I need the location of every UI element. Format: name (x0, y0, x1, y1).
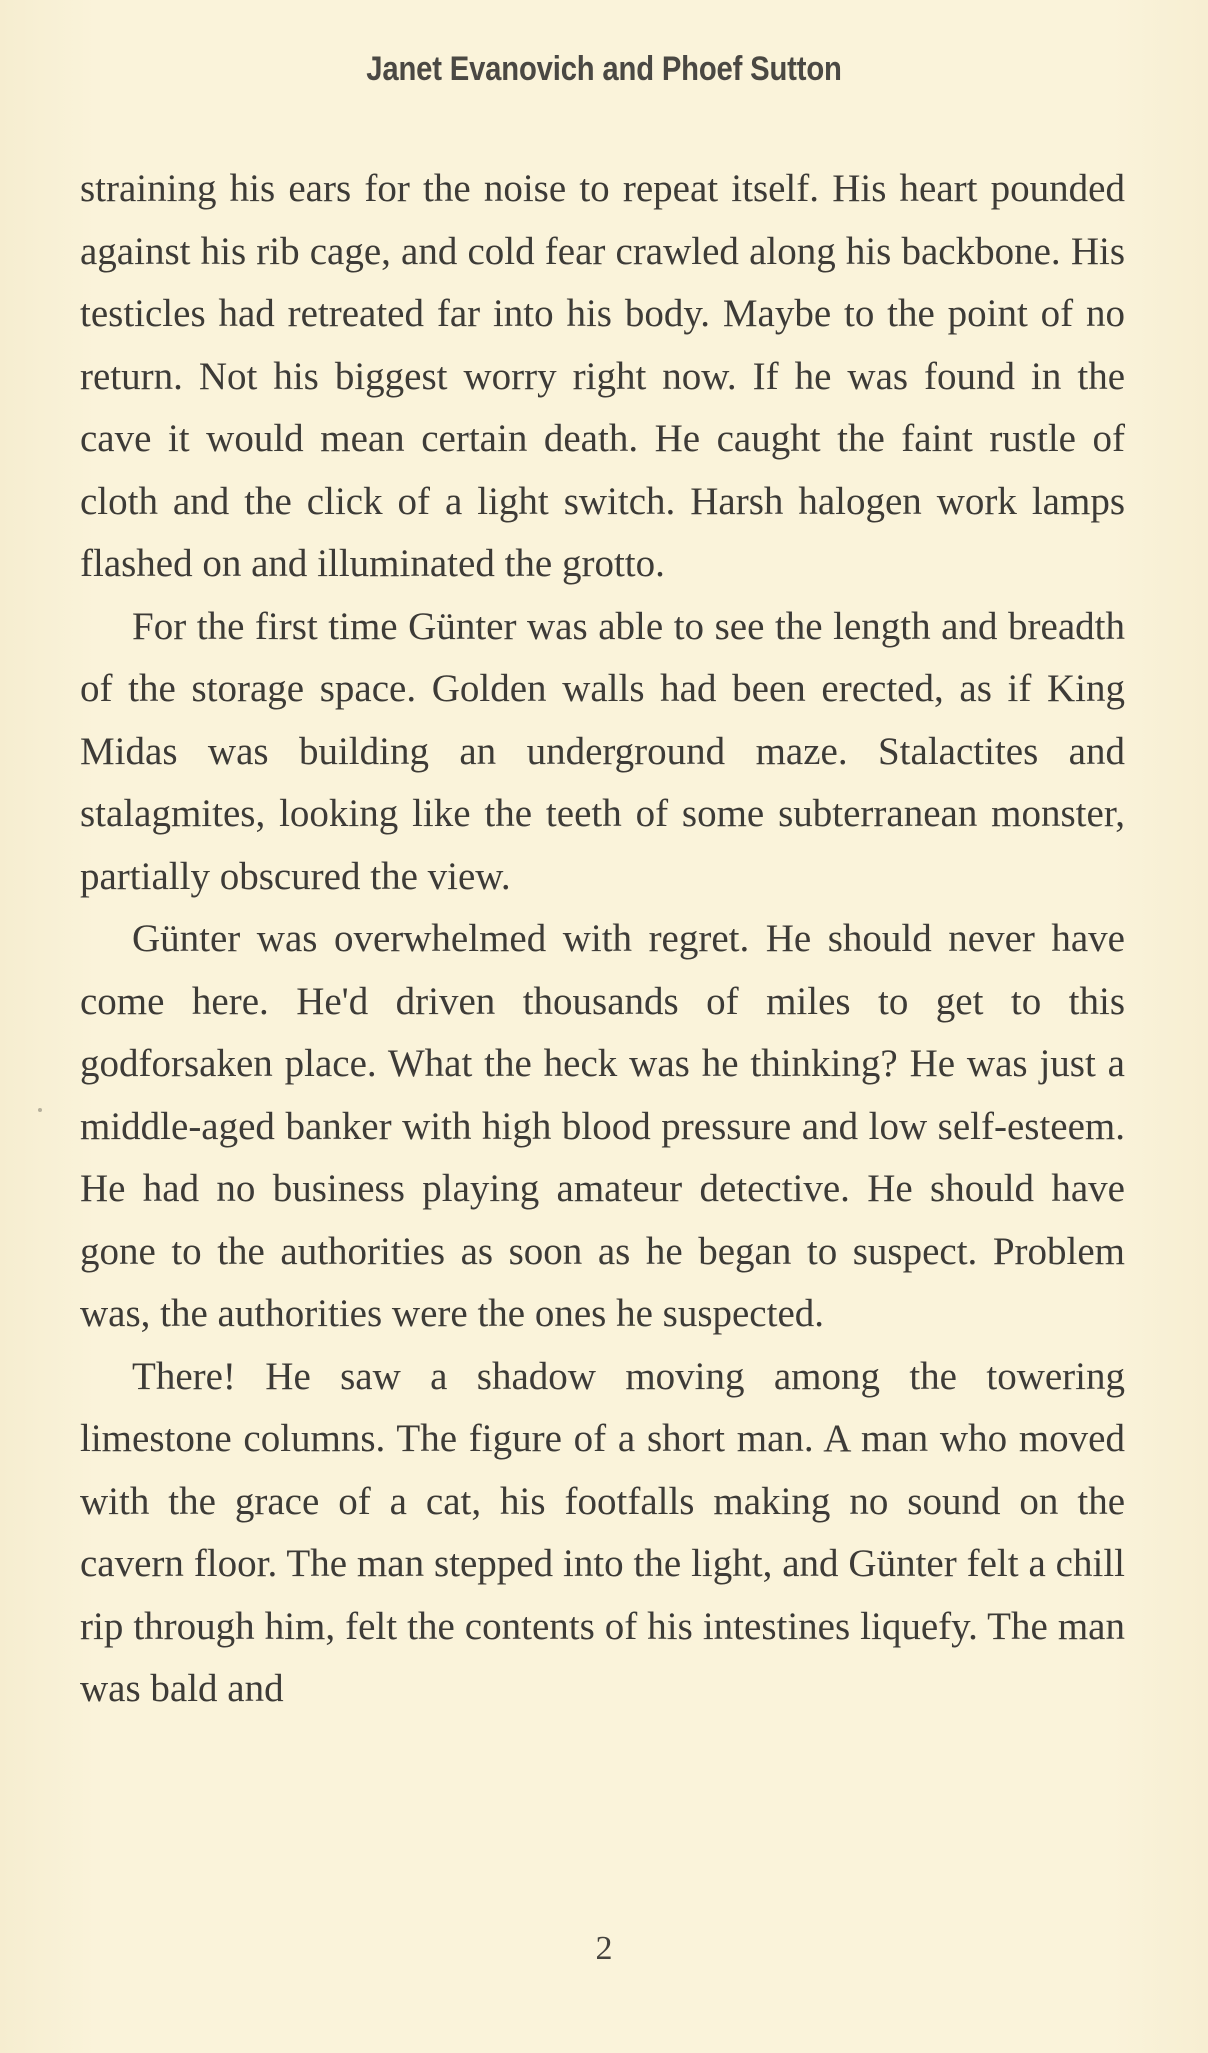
paragraph-4: There! He saw a shadow moving among the towering limestone columns. The figure of a short man. A man who moved with the grace of a cat, his footfalls making no sound on the cavern floor. The man stepped into the light, and Günter felt a chill rip through him, felt the contents of his intestines liquefy. The man was bald and (80, 1354, 1125, 1710)
running-head: Janet Evanovich and Phoef Sutton (366, 50, 842, 88)
paragraph-2: For the first time Günter was able to see the length and breadth of the storage space. Golden walls had been erected, as if King Midas was building an underground maze. Stalactites and stalagmites, looking like the teeth of some subterranean monster, partially obscured the view. (80, 604, 1125, 898)
page-number: 2 (595, 1930, 613, 1967)
paragraph-3: Günter was overwhelmed with regret. He should never have come here. He'd driven thousands of miles to get to this godforsaken place. What the heck was he thinking? He was just a middle-aged banker with high blood pressure and low self-esteem. He had no business playing amateur detective. He should have gone to the authorities as soon as he began to suspect. Problem was, the authorities were the ones he suspected. (80, 917, 1125, 1335)
margin-speck (38, 1108, 42, 1112)
body-text (80, 158, 1125, 1721)
paragraph-1: straining his ears for the noise to repeat itself. His heart pounded against his rib cage, and cold fear crawled along his backbone. His testicles had retreated far into his body. Maybe to the point of no return. Not his biggest worry right now. If he was found in the cave it would mean certain death. He caught the faint rustle of cloth and the click of a light switch. Harsh halogen work lamps flashed on and illuminated the grotto. (80, 167, 1125, 585)
